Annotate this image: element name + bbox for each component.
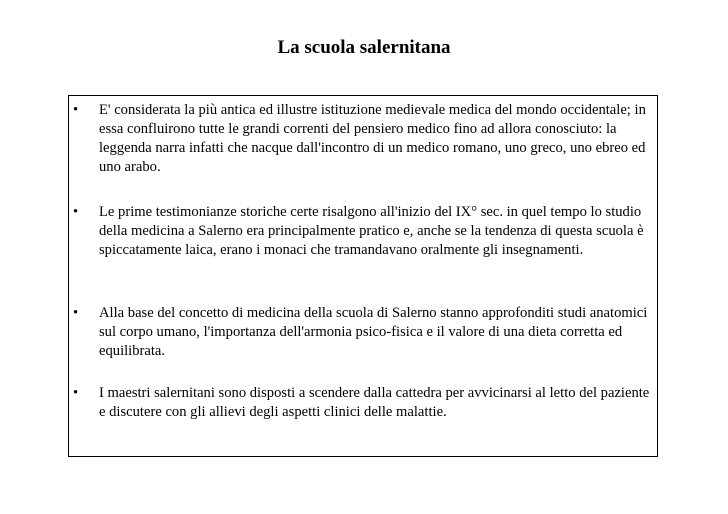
bullet-text-3: Alla base del concetto di medicina della scuola di Salerno stanno approfonditi studi anatomici sul corpo umano, l'importanza dell'armonia psico-fisica e il valore di una dieta corretta ed equilibrata. <box>99 305 648 359</box>
slide-title: La scuola salernitana <box>277 37 451 58</box>
bullet-text-4: I maestri salernitani sono disposti a scendere dalla cattedra per avvicinarsi al letto del paziente e discutere con gli allievi degli aspetti clinici delle malattie. <box>99 385 650 420</box>
bullet-item-3 <box>69 304 659 361</box>
bullet-item-1 <box>69 101 659 177</box>
bullet-marker: • <box>73 305 79 321</box>
bullet-text-2: Le prime testimonianze storiche certe risalgono all'inizio del IX° sec. in quel tempo lo studio della medicina a Salerno era principalmente pratico e, anche se la tendenza di questa scuola è spiccatamente laica, erano i monaci che tramandavano oralmente gli insegnamenti. <box>99 204 644 258</box>
bullet-item-4 <box>69 384 659 422</box>
bullet-item-2 <box>69 203 659 260</box>
bullet-marker: • <box>73 102 79 118</box>
bullet-marker: • <box>73 204 79 220</box>
content-box <box>68 95 658 457</box>
bullet-text-1: E' considerata la più antica ed illustre istituzione medievale medica del mondo occidentale; in essa confluirono tutte le grandi correnti del pensiero medico fino ad allora conosciuto: la leggenda narra infatti che nacque dall'incontro di un medico romano, uno greco, uno ebreo ed uno arabo. <box>99 102 646 175</box>
bullet-marker: • <box>73 385 79 401</box>
